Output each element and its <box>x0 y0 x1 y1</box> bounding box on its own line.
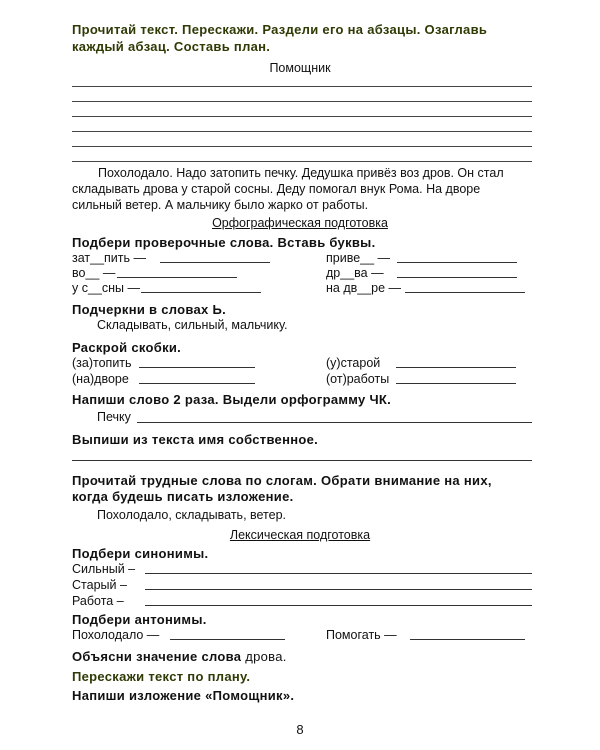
word-item: у с__сны — <box>72 281 140 295</box>
section-title-lexical: Лексическая подготовка <box>229 528 371 542</box>
bracket-word: (у)старой <box>326 356 381 370</box>
writing-line[interactable] <box>72 131 532 132</box>
task-meaning <box>72 649 287 664</box>
answer-blank[interactable] <box>405 292 525 293</box>
word-item: др__ва — <box>326 266 384 280</box>
answer-blank[interactable] <box>397 277 517 278</box>
answer-blank[interactable] <box>396 367 516 368</box>
antonym-word: Похолодало — <box>72 628 160 642</box>
page-number: 8 <box>296 722 304 737</box>
answer-blank[interactable] <box>141 292 261 293</box>
answer-blank[interactable] <box>410 639 525 640</box>
passage-text: Похолодало. Надо затопить печку. Дедушка привёз воз дров. Он стал складывать дрова у старой сосны. Деду помогал внук Рома. На дворе сильный ветер. А мальчику было жарко от работы. <box>72 166 504 212</box>
task-instruction-line1: Прочитай текст. Перескажи. Раздели его на абзацы. Озаглавь <box>72 22 488 37</box>
answer-blank[interactable] <box>145 589 532 590</box>
task-brackets: Раскрой скобки. <box>72 340 182 355</box>
word-item: зат__пить — <box>72 251 146 265</box>
task-retell: Перескажи текст по плану. <box>72 669 251 684</box>
text-title: Помощник <box>269 61 331 75</box>
answer-blank[interactable] <box>396 383 516 384</box>
synonym-word: Сильный – <box>72 562 136 576</box>
task-hard-words-line2: когда будешь писать изложение. <box>72 489 294 504</box>
answer-blank[interactable] <box>72 460 532 461</box>
synonym-word: Работа – <box>72 594 124 608</box>
writing-line[interactable] <box>72 146 532 147</box>
task-meaning-label: Объясни значение слова <box>72 649 242 664</box>
section-title-orthography: Орфографическая подготовка <box>212 216 388 230</box>
bracket-word: (за)топить <box>72 356 132 370</box>
word-item: приве__ — <box>326 251 391 265</box>
answer-blank[interactable] <box>137 422 532 423</box>
answer-blank[interactable] <box>117 277 237 278</box>
answer-blank[interactable] <box>139 383 255 384</box>
answer-blank[interactable] <box>139 367 255 368</box>
answer-blank[interactable] <box>145 605 532 606</box>
synonym-word: Старый – <box>72 578 127 592</box>
task-chk: Напиши слово 2 раза. Выдели орфограмму ЧК. <box>72 392 392 407</box>
task-soft-sign: Подчеркни в словах Ь. <box>72 302 227 317</box>
word-item: на дв__ре — <box>326 281 402 295</box>
answer-blank[interactable] <box>160 262 270 263</box>
chk-word: Печку <box>97 410 131 424</box>
task-proper-name: Выпиши из текста имя собственное. <box>72 432 319 447</box>
answer-blank[interactable] <box>170 639 285 640</box>
writing-line[interactable] <box>72 101 532 102</box>
task-instruction-line2: каждый абзац. Составь план. <box>72 39 271 54</box>
task-write: Напиши изложение «Помощник». <box>72 688 295 703</box>
task-hard-words-line1: Прочитай трудные слова по слогам. Обрати внимание на них, <box>72 473 492 488</box>
writing-line[interactable] <box>72 161 532 162</box>
task-antonyms: Подбери антонимы. <box>72 612 207 627</box>
soft-sign-words: Складывать, сильный, мальчику. <box>97 318 288 332</box>
answer-blank[interactable] <box>145 573 532 574</box>
answer-blank[interactable] <box>397 262 517 263</box>
bracket-word: (на)дворе <box>72 372 129 386</box>
writing-line[interactable] <box>72 116 532 117</box>
word-item: во__ — <box>72 266 116 280</box>
bracket-word: (от)работы <box>326 372 390 386</box>
meaning-word: дрова. <box>245 649 287 664</box>
task-synonyms: Подбери синонимы. <box>72 546 209 561</box>
task-check-words: Подбери проверочные слова. Вставь буквы. <box>72 235 376 250</box>
antonym-word: Помогать — <box>326 628 397 642</box>
hard-words: Похолодало, складывать, ветер. <box>97 508 287 522</box>
writing-line[interactable] <box>72 86 532 87</box>
